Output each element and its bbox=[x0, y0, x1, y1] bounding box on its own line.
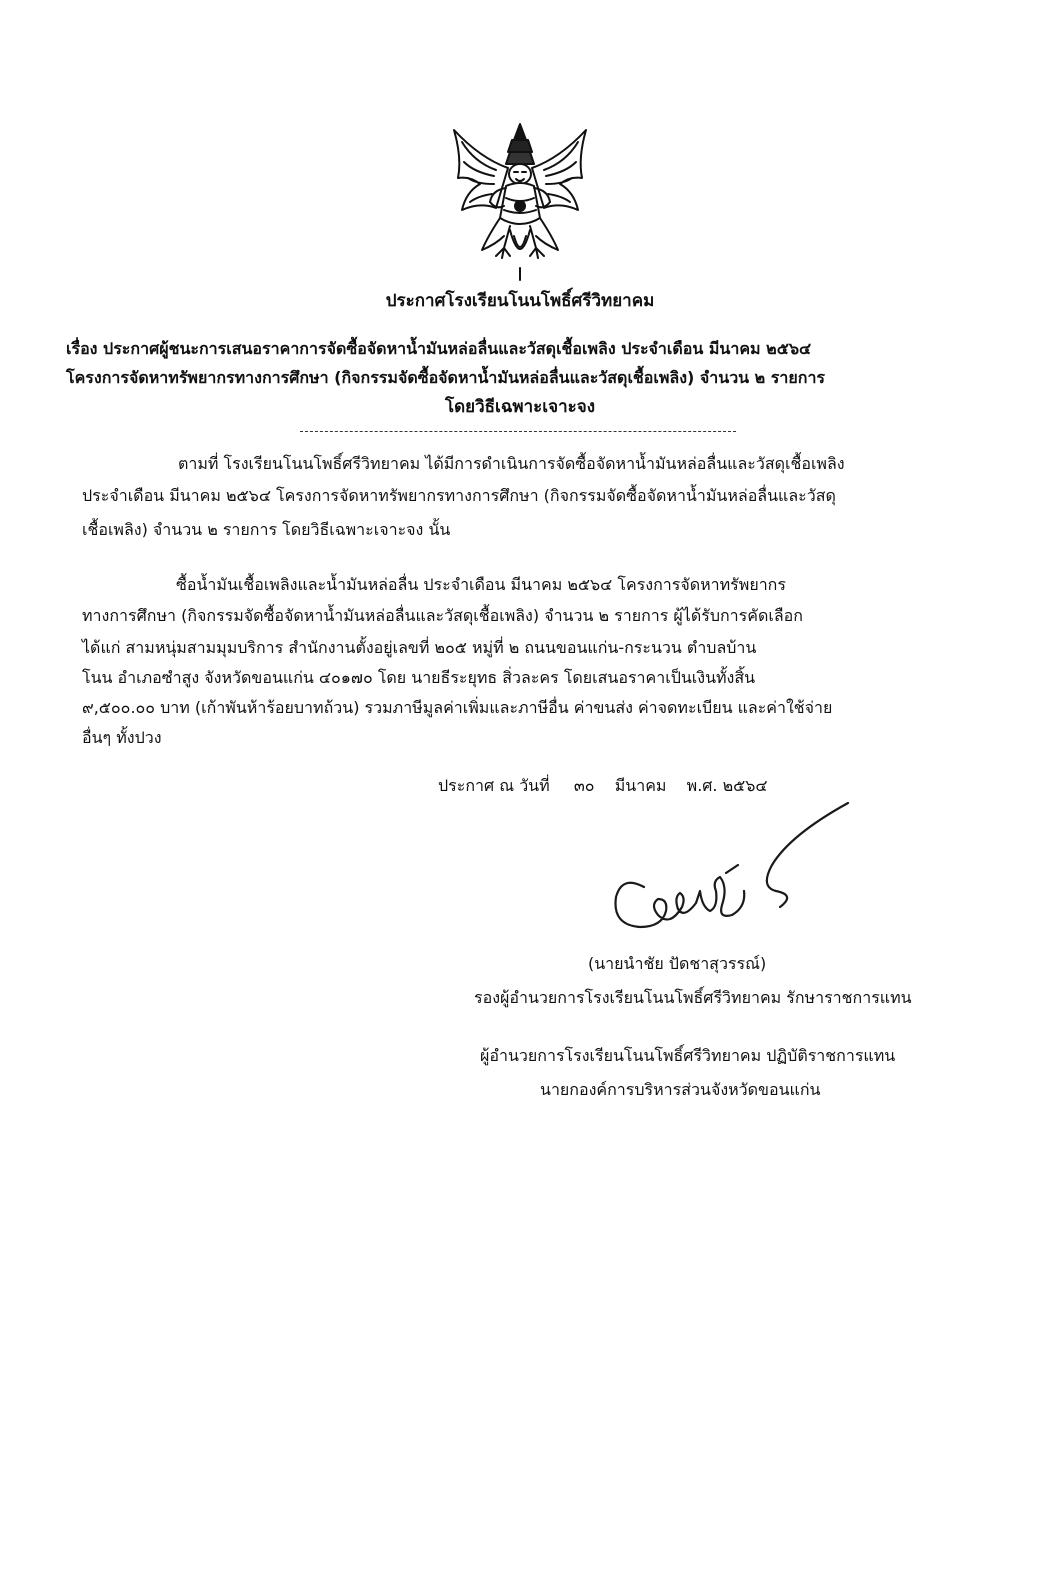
signatory-name: (นายนำชัย ปัดชาสุวรรณ์) bbox=[588, 954, 767, 973]
date-era: พ.ศ. bbox=[686, 776, 718, 795]
signatory-position-1: รองผู้อำนวยการโรงเรียนโนนโพธิ์ศรีวิทยาคม รักษาราชการแทน bbox=[474, 988, 912, 1007]
paragraph-1-line-3: เชื้อเพลิง) จำนวน ๒ รายการ โดยวิธีเฉพาะเจาะจง นั้น bbox=[82, 520, 451, 539]
date-label: ประกาศ ณ วันที่ bbox=[438, 776, 550, 795]
signatory-position-2: ผู้อำนวยการโรงเรียนโนนโพธิ์ศรีวิทยาคม ปฏิบัติราชการแทน bbox=[480, 1046, 896, 1065]
subject-line-1: เรื่อง ประกาศผู้ชนะการเสนอราคาการจัดซื้อจัดหาน้ำมันหล่อลื่นและวัสดุเชื้อเพลิง ประจำเดือน มีนาคม ๒๕๖๔ bbox=[66, 339, 812, 358]
paragraph-2-line-4: โนน อำเภอซำสูง จังหวัดขอนแก่น ๔๐๑๗๐ โดย นายธีระยุทธ สิ่วละคร โดยเสนอราคาเป็นเงินทั้งสิ้น bbox=[82, 668, 756, 687]
date-year: ๒๕๖๔ bbox=[722, 776, 768, 795]
handwritten-signature bbox=[600, 795, 860, 945]
paragraph-2-line-5: ๙,๕๐๐.๐๐ บาท (เก้าพันห้าร้อยบาทถ้วน) รวมภาษีมูลค่าเพิ่มและภาษีอื่น ค่าขนส่ง ค่าจดทะเบียน และค่าใช้จ่าย bbox=[82, 698, 833, 717]
signatory-position-3: นายกองค์การบริหารส่วนจังหวัดขอนแก่น bbox=[540, 1080, 821, 1099]
date-month: มีนาคม bbox=[614, 776, 667, 795]
garuda-emblem-icon bbox=[440, 118, 600, 288]
header-divider bbox=[300, 431, 736, 432]
paragraph-1-line-1: ตามที่ โรงเรียนโนนโพธิ์ศรีวิทยาคม ได้มีการดำเนินการจัดซื้อจัดหาน้ำมันหล่อลื่นและวัสดุเชื้อเพลิง bbox=[178, 454, 845, 473]
subject-line-2: โครงการจัดหาทรัพยากรทางการศึกษา (กิจกรรมจัดซื้อจัดหาน้ำมันหล่อลื่นและวัสดุเชื้อเพลิง) จำนวน ๒ รายการ bbox=[66, 368, 826, 387]
date-day: ๓๐ bbox=[573, 776, 595, 795]
subject-line-3: โดยวิธีเฉพาะเจาะจง bbox=[444, 397, 596, 417]
paragraph-2-line-2: ทางการศึกษา (กิจกรรมจัดซื้อจัดหาน้ำมันหล่อลื่นและวัสดุเชื้อเพลิง) จำนวน ๒ รายการ ผู้ได้รับการคัดเลือก bbox=[82, 606, 803, 625]
paragraph-2-line-3: ได้แก่ สามหนุ่มสามมุมบริการ สำนักงานตั้งอยู่เลขที่ ๒๐๕ หมู่ที่ ๒ ถนนขอนแก่น-กระนวน ตำบลบ้าน bbox=[82, 638, 757, 657]
paragraph-1-line-2: ประจำเดือน มีนาคม ๒๕๖๔ โครงการจัดหาทรัพยากรทางการศึกษา (กิจกรรมจัดซื้อจัดหาน้ำมันหล่อลื่นและวัสดุ bbox=[82, 486, 836, 505]
document-title: ประกาศโรงเรียนโนนโพธิ์ศรีวิทยาคม bbox=[385, 291, 655, 311]
paragraph-2-line-1: ซื้อน้ำมันเชื้อเพลิงและน้ำมันหล่อลื่น ประจำเดือน มีนาคม ๒๕๖๔ โครงการจัดหาทรัพยากร bbox=[176, 575, 786, 594]
paragraph-2-line-6: อื่นๆ ทั้งปวง bbox=[82, 728, 162, 747]
